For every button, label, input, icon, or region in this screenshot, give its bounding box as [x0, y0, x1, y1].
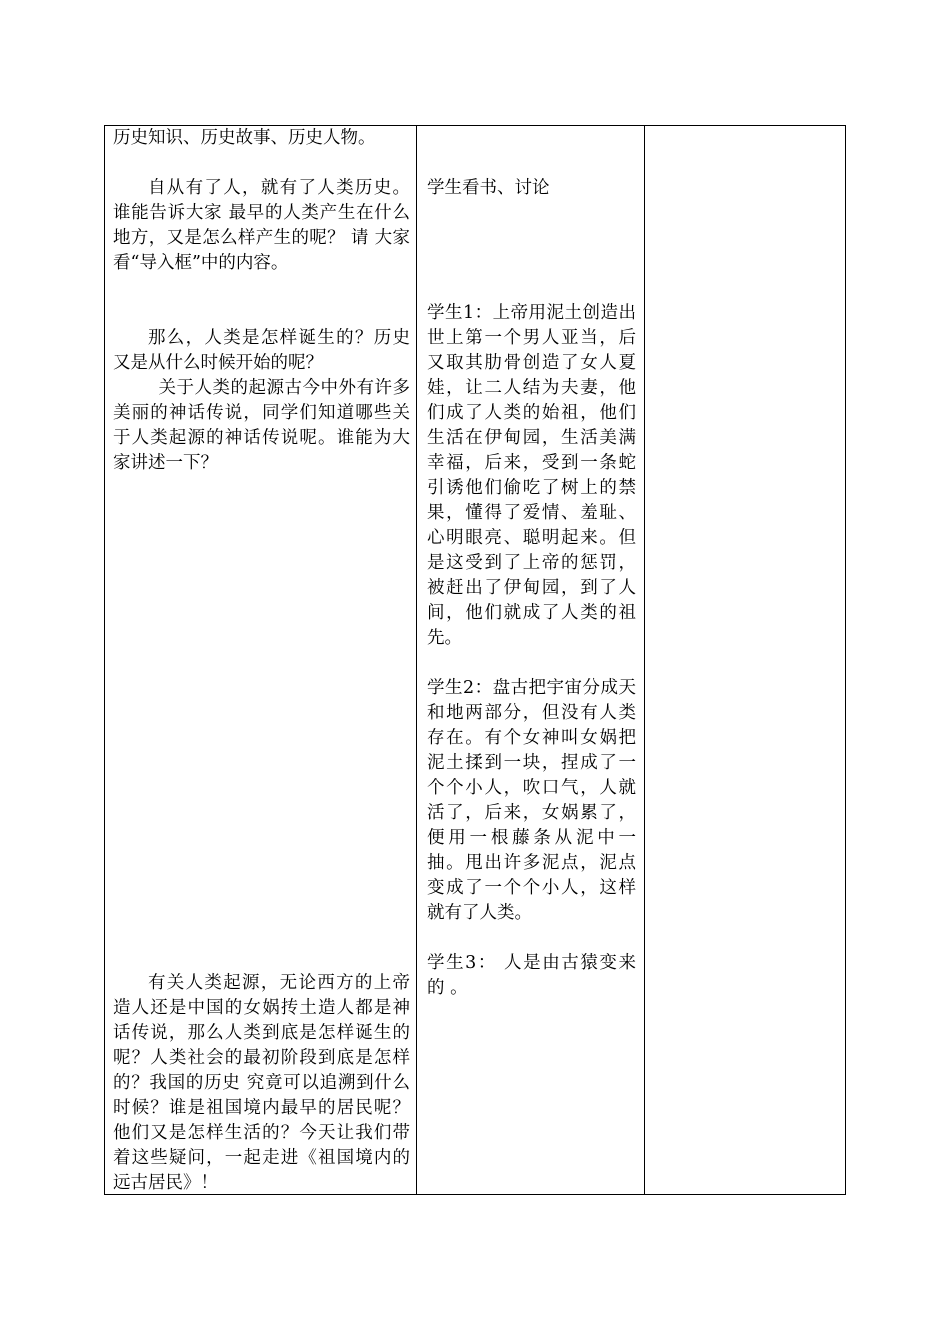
- teacher-text-knowledge: 历史知识、历史故事、历史人物。: [113, 128, 376, 148]
- teacher-text-intro: 自从有了人，就有了人类历史。谁能告诉大家 最早的人类产生在什么地方，又是怎么样产生的呢？ 请 大家看“导入框”中的内容。: [113, 178, 410, 273]
- student-text-read: 学生看书、讨论: [427, 178, 550, 198]
- lesson-table: [104, 125, 846, 1195]
- student-activity-column: [417, 126, 645, 1194]
- notes-column: [645, 126, 845, 1194]
- teacher-activity-column: [105, 126, 417, 1194]
- teacher-text-transition: 有关人类起源，无论西方的上帝造人还是中国的女娲抟土造人都是神话传说，那么人类到底是怎样诞生的呢？人类社会的最初阶段到底是怎样的？我国的历史 究竟可以追溯到什么时候？谁是祖国境内最早的居民呢？他们又是怎样生活的？今天让我们带着这些疑问，一起走进《祖国境内的远古居民》！: [113, 973, 410, 1193]
- student-text-nuwa: 学生2：盘古把宇宙分成天和地两部分，但没有人类存在。有个女神叫女娲把泥土揉到一块，捏成了一个个小人，吹口气，人就活了，后来，女娲累了， 便用一根藤条从泥中一抽。甩出许多泥点，泥点变成了一个个小人，这样就有了人类。: [427, 678, 636, 923]
- teacher-text-question: 那么，人类是怎样诞生的？历史又是从什么时候开始的呢？: [113, 328, 410, 373]
- student-text-adam-eve: 学生1：上帝用泥土创造出世上第一个男人亚当，后又取其肋骨创造了女人夏娃，让二人结为夫妻，他们成了人类的始祖，他们生活在伊甸园，生活美满幸福，后来，受到一条蛇引诱他们偷吃了树上的禁果，懂得了爱情、羞耻、心明眼亮、聪明起来。但是这受到了上帝的惩罚，被赶出了伊甸园，到了人间，他们就成了人类的祖先。: [427, 303, 636, 648]
- student-text-ape: 学生3： 人是由古猿变来的 。: [427, 953, 636, 998]
- teacher-text-myths: 关于人类的起源古今中外有许多美丽的神话传说，同学们知道哪些关于人类起源的神话传说呢。谁能为大家讲述一下？: [113, 378, 410, 473]
